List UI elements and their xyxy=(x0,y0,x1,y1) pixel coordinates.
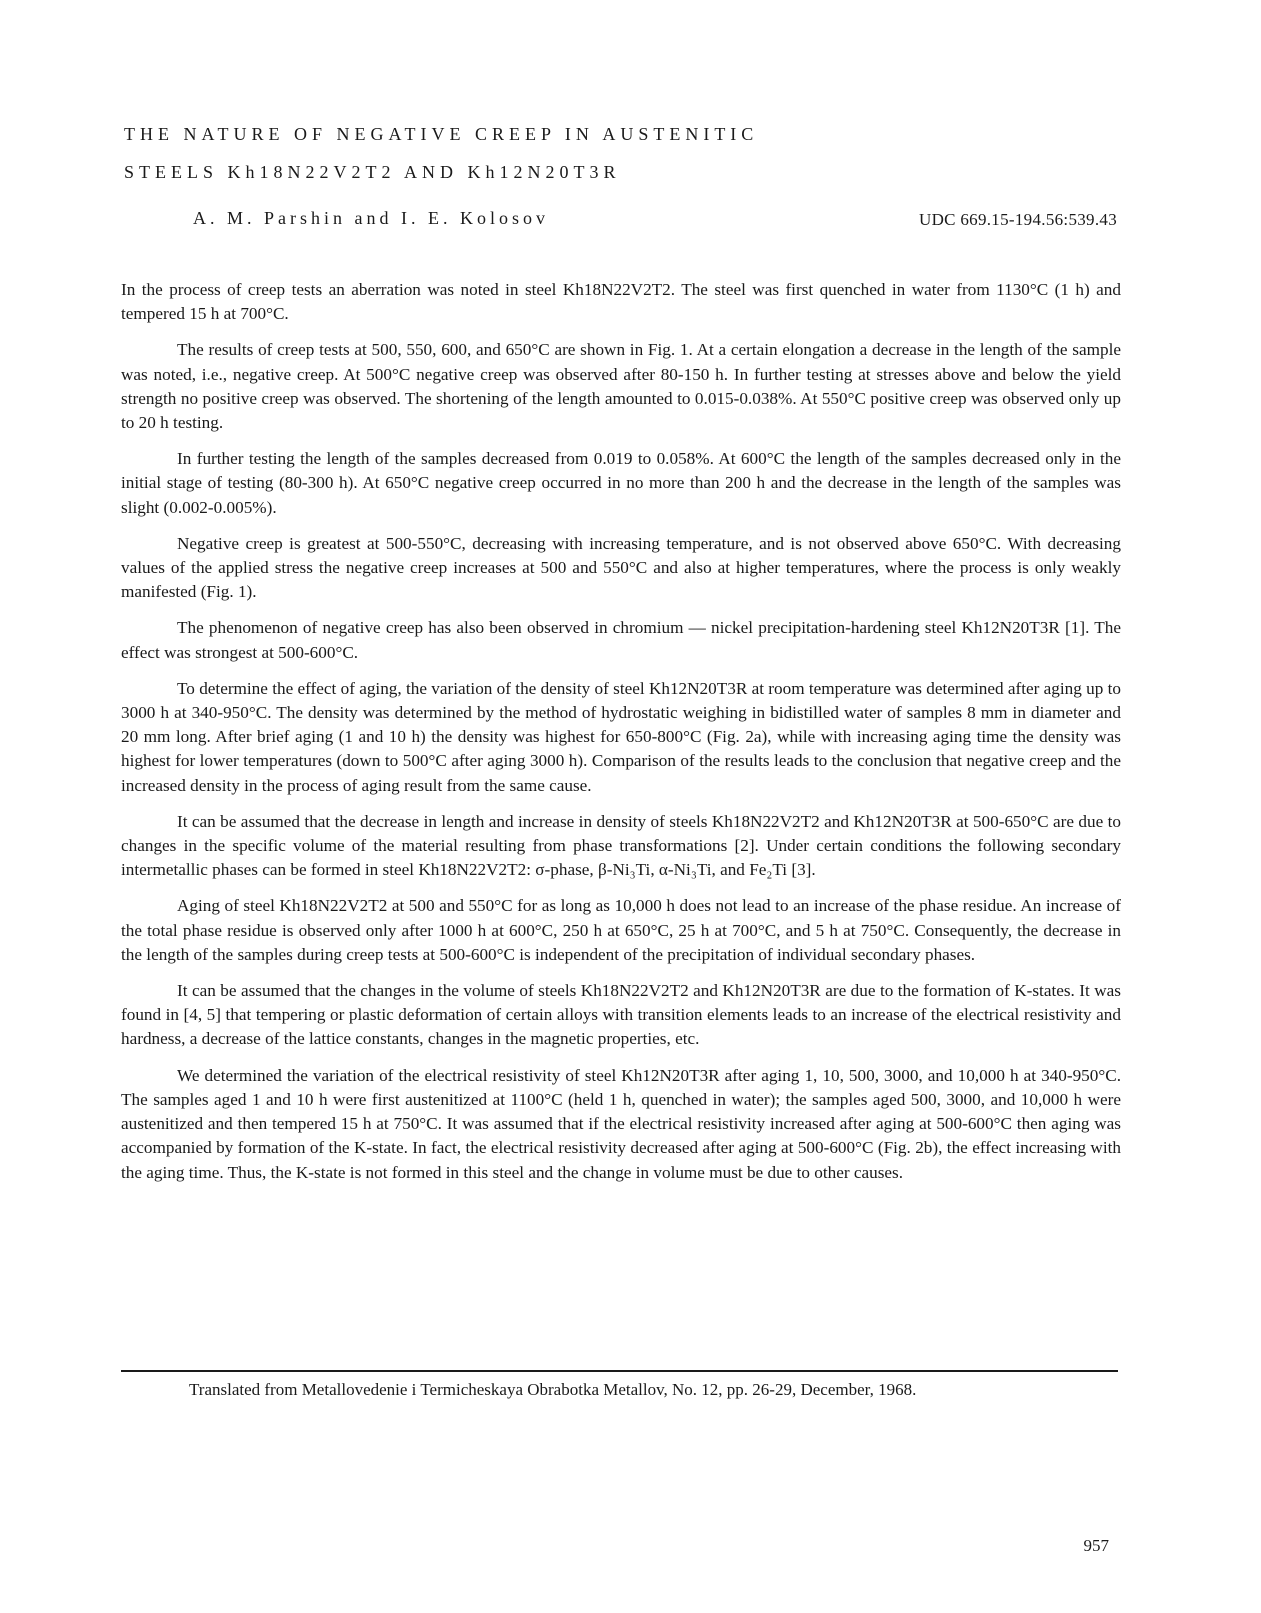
article-body xyxy=(121,278,1121,1197)
paragraph-10: We determined the variation of the electrical resistivity of steel Kh12N20T3R after aging 1, 10, 500, 3000, and 10,000 h at 340-950°C. The samples aged 1 and 10 h were first austenitized at 1100°C (held 1 h, quenched in water); the samples aged 500, 3000, and 10,000 h were austenitized and then tempered 15 h at 750°C. It was assumed that if the electrical resistivity increased after aging at 500-600°C then aging was accompanied by formation of the K-state. In fact, the electrical resistivity decreased after aging at 500-600°C (Fig. 2b), the effect increasing with the aging time. Thus, the K-state is not formed in this steel and the change in volume must be due to other causes. xyxy=(121,1065,1121,1182)
udc-code: UDC 669.15-194.56:539.43 xyxy=(919,210,1117,229)
paragraph-8: Aging of steel Kh18N22V2T2 at 500 and 550°C for as long as 10,000 h does not lead to an increase of the phase residue. An increase of the total phase residue is observed only after 1000 h at 600°C, 250 h at 650°C, 25 h at 700°C, and 5 h at 750°C. Consequently, the decrease in the length of the samples during creep tests at 500-600°C is independent of the precipitation of individual secondary phases. xyxy=(121,896,1121,964)
authors: A. M. Parshin and I. E. Kolosov xyxy=(193,208,549,228)
paragraph-1: In the process of creep tests an aberration was noted in steel Kh18N22V2T2. The steel was first quenched in water from 1130°C (1 h) and tempered 15 h at 700°C. xyxy=(121,280,1121,324)
paper-title-line-1: THE NATURE OF NEGATIVE CREEP IN AUSTENITIC xyxy=(124,124,759,144)
paper-title-line-2: STEELS Kh18N22V2T2 AND Kh12N20T3R xyxy=(124,162,621,182)
paragraph-2: The results of creep tests at 500, 550, 600, and 650°C are shown in Fig. 1. At a certain elongation a decrease in the length of the sample was noted, i.e., negative creep. At 500°C negative creep was observed after 80-150 h. In further testing at stresses above and below the yield strength no positive creep was observed. The shortening of the length amounted to 0.015-0.038%. At 550°C positive creep was observed only up to 20 h testing. xyxy=(121,340,1121,433)
paragraph-3: In further testing the length of the samples decreased from 0.019 to 0.058%. At 600°C the length of the samples decreased only in the initial stage of testing (80-300 h). At 650°C negative creep occurred in no more than 200 h and the decrease in the length of the samples was slight (0.002-0.005%). xyxy=(121,449,1121,517)
page-number: 957 xyxy=(1083,1536,1109,1555)
translation-footnote: Translated from Metallovedenie i Termicheskaya Obrabotka Metallov, No. 12, pp. 26-29, December, 1968. xyxy=(189,1380,917,1399)
footnote-divider xyxy=(121,1370,1118,1372)
paragraph-5: The phenomenon of negative creep has also been observed in chromium — nickel precipitation-hardening steel Kh12N20T3R [1]. The effect was strongest at 500-600°C. xyxy=(121,618,1121,662)
paragraph-9: It can be assumed that the changes in the volume of steels Kh18N22V2T2 and Kh12N20T3R are due to the formation of K-states. It was found in [4, 5] that tempering or plastic deformation of certain alloys with transition elements leads to an increase of the electrical resistivity and hardness, a decrease of the lattice constants, changes in the magnetic properties, etc. xyxy=(121,981,1121,1049)
paragraph-6: To determine the effect of aging, the variation of the density of steel Kh12N20T3R at room temperature was determined after aging up to 3000 h at 340-950°C. The density was determined by the method of hydrostatic weighing in bidistilled water of samples 8 mm in diameter and 20 mm long. After brief aging (1 and 10 h) the density was highest for 650-800°C (Fig. 2a), while with increasing aging time the density was highest for lower temperatures (down to 500°C after aging 3000 h). Comparison of the results leads to the conclusion that negative creep and the increased density in the process of aging result from the same cause. xyxy=(121,678,1121,795)
paragraph-4: Negative creep is greatest at 500-550°C, decreasing with increasing temperature, and is not observed above 650°C. With decreasing values of the applied stress the negative creep increases at 500 and 550°C and also at higher temperatures, where the process is only weakly manifested (Fig. 1). xyxy=(121,533,1121,602)
paragraph-7: It can be assumed that the decrease in length and increase in density of steels Kh18N22V2T2 and Kh12N20T3R at 500-650°C are due to changes in the specific volume of the material resulting from phase transformations [2]. Under certain conditions the following secondary intermetallic phases can be formed in steel Kh18N22V2T2: σ-phase, β-Ni₃Ti, α-Ni₃Ti, and Fe₂Ti [3]. xyxy=(121,811,1121,880)
